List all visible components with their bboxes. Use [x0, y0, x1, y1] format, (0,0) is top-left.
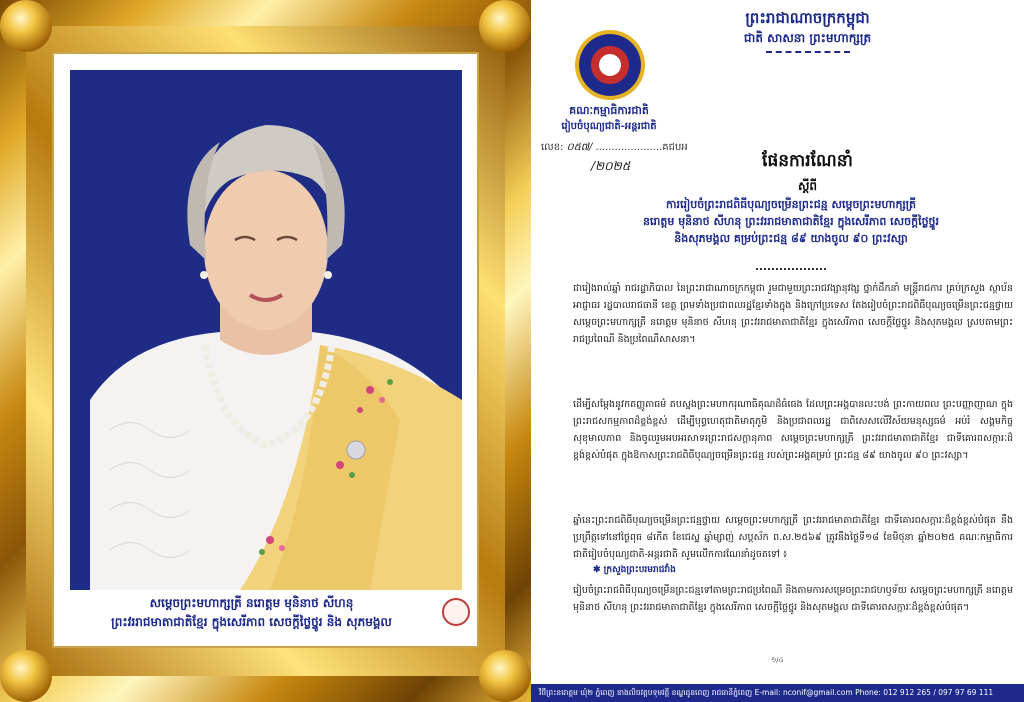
footer-email[interactable]: E-mail: nconif@gmail.com	[754, 688, 853, 697]
page-number: ១/៤	[771, 656, 784, 664]
subject-line-1: ការរៀបចំព្រះរាជពិធីបុណ្យចម្រើនព្រះជន្ម សម្ដេចព្រះមហាក្សត្រី	[666, 198, 916, 211]
footer-phone: Phone: 012 912 265 / 097 97 69 111	[855, 688, 994, 697]
portrait-caption	[54, 594, 449, 632]
ref-label: លេខ:	[541, 142, 564, 153]
frame-corner-ornament	[0, 0, 52, 52]
footer-address: វិថីព្រះនរោត្តម ឃុំ២ ភ្នំពេញ ខាងលិចវត្តបទុមវត្តី ខណ្ឌដូនពេញ រាជធានីភ្នំពេញ	[539, 688, 753, 697]
reference-date: /២០២៥	[591, 159, 631, 173]
portrait-mat	[52, 52, 479, 648]
caption-line-1: សម្ដេចព្រះមហាក្សត្រី នរោត្ដម មុនិនាថ សីហនុ	[149, 596, 354, 610]
portrait-photo	[70, 70, 462, 590]
ref-suffix: .....................គជបអ	[595, 142, 688, 153]
frame-corner-ornament	[479, 650, 531, 702]
document-title: ផែនការណែនាំ	[762, 151, 853, 171]
official-letter	[531, 0, 1024, 702]
caption-line-2: ព្រះវររាជមាតាជាតិខ្មែរ ក្នុងសេរីភាព សេចក្ដីថ្លៃថ្នូរ និង សុភមង្គល	[111, 615, 392, 629]
committee-line-1: គណៈកម្មាធិការជាតិ	[569, 104, 649, 117]
document-about: ស្ដីពី	[797, 179, 818, 193]
subject-line-2: នរោត្ដម មុនិនាថ សីហនុ ព្រះវររាជមាតាជាតិខ្មែរ ក្នុងសេរីភាព សេចក្ដីថ្លៃថ្នូរ	[642, 215, 940, 228]
subject-divider	[756, 268, 826, 270]
subject-line-3: និងសុភមង្គល គម្រប់ព្រះជន្ម ៨៩ យាងចូល ៩០ ព្រះវស្សា	[674, 232, 908, 245]
letter-footer	[531, 684, 1024, 702]
paragraph-2: ដើម្បីសម្ដែងនូវកតញ្ញូតាធម៌ តបស្នងព្រះមហាករុណាធិគុណដ៏ធំធេង ដែលព្រះអង្គបានលះបង់ ព្រះកាយពល ព្រះបញ្ញាញាណ ក្នុងព្រះរាជសកម្មភាពដ៏ខ្ពង់ខ្ពស់ ដើម្បីបុព្វហេតុជាតិមាតុភូមិ និងប្រជាពលរដ្ឋ ជាពិសេសលើវិស័យមនុស្សធម៌ អប់រំ សង្គមកិច្ច សុខុមាលភាព និងចូលរួមអបអរសាទរព្រះរាជសក្ដានុភាព សម្ដេចព្រះមហាក្សត្រី ព្រះវររាជមាតាជាតិខ្មែរ ជាទីគោរពសក្ការៈដ៏ខ្ពង់ខ្ពស់បំផុត ក្នុងឱកាសព្រះរាជពិធីបុណ្យចម្រើនព្រះជន្ម របស់ព្រះអង្គគម្រប់ ព្រះជន្ម ៨៩ យាងចូល ៩០ ព្រះវស្សា។	[573, 399, 1013, 461]
seal-icon	[442, 598, 470, 626]
heading-divider	[766, 51, 850, 54]
paragraph-3: ឆ្នាំនេះព្រះរាជពិធីបុណ្យចម្រើនព្រះជន្មថ្វាយ សម្ដេចព្រះមហាក្សត្រី ព្រះវររាជមាតាជាតិខ្មែរ ជាទីគោរពសក្ការៈដ៏ខ្ពង់ខ្ពស់បំផុត នឹងប្រព្រឹត្តទៅនៅថ្ងៃពុធ ៨កើត ខែជេស្ឋ ឆ្នាំម្សាញ់ សប្តស័ក ព.ស.២៥៦៩ ត្រូវនឹងថ្ងៃទី១៨ ខែមិថុនា ឆ្នាំ២០២៥ គណៈកម្មាធិការជាតិរៀបចំបុណ្យជាតិ-អន្តរជាតិ សូមលើកការណែនាំដូចតទៅ ៖	[573, 515, 1013, 560]
kingdom-title: ព្រះរាជាណាចក្រកម្ពុជា	[745, 9, 870, 27]
portrait-illustration	[70, 70, 462, 590]
committee-name	[539, 103, 679, 135]
paragraph-1: ជារៀងរាល់ឆ្នាំ រាជរដ្ឋាភិបាល នៃព្រះរាជាណាចក្រកម្ពុជា រួមជាមួយព្រះរាជវង្សានុវង្ស ថ្នាក់ដឹកនាំ មន្ត្រីរាជការ គ្រប់ក្រសួង ស្ថាប័ន អាជ្ញាធរ រដ្ឋបាលរាជធានី ខេត្ត ព្រមទាំងប្រជាពលរដ្ឋខ្មែរទាំងក្នុង និងក្រៅប្រទេស តែងរៀបចំព្រះរាជពិធីបុណ្យចម្រើនព្រះជន្មថ្វាយ សម្ដេចព្រះមហាក្សត្រី នរោត្ដម មុនិនាថ សីហនុ ព្រះវររាជមាតាជាតិខ្មែរ ក្នុងសេរីភាព សេចក្ដីថ្លៃថ្នូរ និងសុភមង្គល ស្របតាមព្រះរាជប្រពៃណី និងប្រពៃណីសាសនា។	[573, 283, 1013, 345]
letter-heading	[591, 8, 1024, 54]
ref-number: ០៥៧/	[566, 142, 593, 153]
frame-corner-ornament	[0, 650, 52, 702]
frame-corner-ornament	[479, 0, 531, 52]
committee-logo-icon	[575, 30, 645, 100]
document-subject	[571, 196, 1011, 247]
paragraph-4: រៀបចំព្រះរាជពិធីបុណ្យចម្រើនព្រះជន្មទៅតាមព្រះរាជប្រពៃណី និងតាមការសម្រេចព្រះរាជហឫទ័យ សម្ដេចព្រះមហាក្សត្រី នរោត្ដម មុនិនាថ សីហនុ ព្រះវររាជមាតាជាតិខ្មែរ ក្នុងសេរីភាព សេចក្ដីថ្លៃថ្នូរ និងសុភមង្គល ជាទីគោរពសក្ការៈដ៏ខ្ពង់ខ្ពស់បំផុត។	[573, 585, 1013, 613]
national-motto: ជាតិ សាសនា ព្រះមហាក្សត្រ	[743, 31, 872, 45]
committee-line-2: រៀបចំបុណ្យជាតិ-អន្តរជាតិ	[561, 121, 657, 132]
bullet-heading: ✱ ក្រសួងព្រះបរមរាជវាំង	[593, 565, 676, 575]
